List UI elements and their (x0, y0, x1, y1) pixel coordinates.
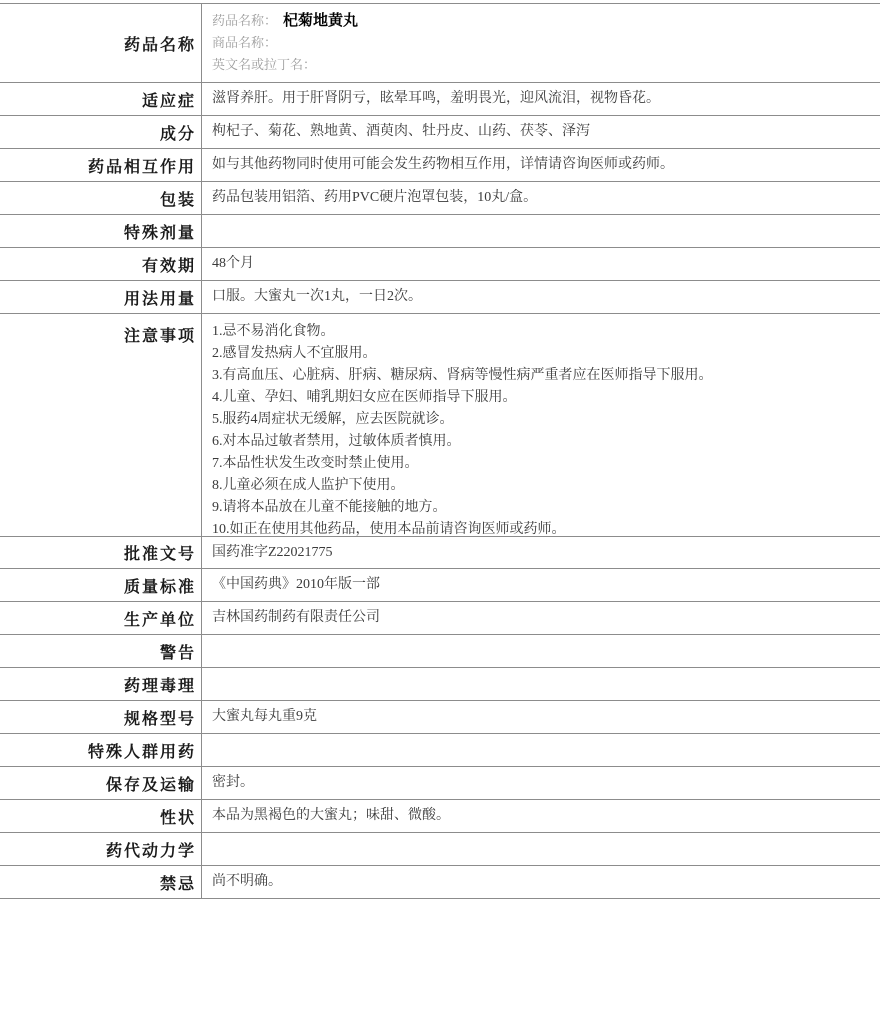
row-label: 特殊剂量 (0, 215, 202, 247)
row-value (202, 734, 880, 766)
value-line: 48个月 (212, 256, 254, 271)
row-label: 适应症 (0, 83, 202, 115)
table-row (0, 767, 880, 800)
table-row (0, 833, 880, 866)
value-line: 3.有高血压、心脏病、肝病、糖尿病、肾病等慢性病严重者应在医师指导下服用。 (212, 368, 713, 383)
table-row (0, 635, 880, 668)
row-value (202, 215, 880, 247)
value-line: 1.忌不易消化食物。 (212, 324, 335, 339)
value-line: 枸杞子、菊花、熟地黄、酒萸肉、牡丹皮、山药、茯苓、泽泻 (212, 124, 590, 139)
value-line: 本品为黑褐色的大蜜丸；味甜、微酸。 (212, 808, 450, 823)
row-value (202, 182, 880, 214)
value-line: 密封。 (212, 775, 254, 790)
row-label: 药代动力学 (0, 833, 202, 865)
value-line: 5.服药4周症状无缓解，应去医院就诊。 (212, 412, 454, 427)
table-row (0, 537, 880, 569)
row-label: 用法用量 (0, 281, 202, 313)
field-key: 商品名称： (212, 35, 278, 50)
drug-info-table (0, 3, 880, 899)
row-label: 包装 (0, 182, 202, 214)
table-row (0, 248, 880, 281)
row-value (202, 281, 880, 313)
row-label: 质量标准 (0, 569, 202, 601)
table-row (0, 215, 880, 248)
row-label: 有效期 (0, 248, 202, 280)
field-key: 英文名或拉丁名： (212, 57, 317, 72)
row-value (202, 701, 880, 733)
row-label: 警告 (0, 635, 202, 667)
table-row (0, 569, 880, 602)
row-value (202, 602, 880, 634)
row-label: 批准文号 (0, 537, 202, 568)
name-field-line (212, 10, 872, 32)
drug-name-value: 杞菊地黄丸 (283, 13, 359, 29)
row-value (202, 314, 880, 536)
row-value (202, 83, 880, 115)
field-key: 药品名称： (212, 13, 278, 28)
value-line: 如与其他药物同时使用可能会发生药物相互作用，详情请咨询医师或药师。 (212, 157, 674, 172)
row-value (202, 569, 880, 601)
value-line: 滋肾养肝。用于肝肾阴亏，眩晕耳鸣，羞明畏光，迎风流泪，视物昏花。 (212, 91, 660, 106)
row-value (202, 149, 880, 181)
row-label: 药理毒理 (0, 668, 202, 700)
row-label: 规格型号 (0, 701, 202, 733)
value-line: 6.对本品过敏者禁用，过敏体质者慎用。 (212, 434, 461, 449)
table-row (0, 83, 880, 116)
table-row (0, 734, 880, 767)
row-label: 注意事项 (0, 314, 202, 536)
row-label: 成分 (0, 116, 202, 148)
table-row (0, 602, 880, 635)
row-value (202, 866, 880, 898)
table-row (0, 4, 880, 83)
table-row (0, 149, 880, 182)
row-label: 药品相互作用 (0, 149, 202, 181)
row-label: 生产单位 (0, 602, 202, 634)
value-line: 《中国药典》2010年版一部 (212, 577, 380, 592)
table-row (0, 116, 880, 149)
row-value (202, 833, 880, 865)
table-row (0, 668, 880, 701)
row-value (202, 668, 880, 700)
row-label: 保存及运输 (0, 767, 202, 799)
value-line: 尚不明确。 (212, 874, 282, 889)
value-line: 7.本品性状发生改变时禁止使用。 (212, 456, 419, 471)
value-line: 大蜜丸每丸重9克 (212, 709, 317, 724)
table-row (0, 800, 880, 833)
table-row (0, 281, 880, 314)
value-line: 8.儿童必须在成人监护下使用。 (212, 478, 405, 493)
row-label: 特殊人群用药 (0, 734, 202, 766)
row-value (202, 248, 880, 280)
row-value (202, 800, 880, 832)
table-row (0, 701, 880, 734)
name-field-line (212, 54, 872, 76)
value-line: 10.如正在使用其他药品，使用本品前请咨询医师或药师。 (212, 522, 566, 537)
value-line: 4.儿童、孕妇、哺乳期妇女应在医师指导下服用。 (212, 390, 517, 405)
value-line: 国药准字Z22021775 (212, 544, 333, 560)
table-row (0, 182, 880, 215)
name-field-line (212, 32, 872, 54)
row-value (202, 537, 880, 568)
value-line: 药品包装用铝箔、药用PVC硬片泡罩包装，10丸/盒。 (212, 190, 538, 205)
row-value (202, 635, 880, 667)
value-line: 口服。大蜜丸一次1丸，一日2次。 (212, 289, 422, 304)
row-value (202, 116, 880, 148)
table-row (0, 314, 880, 537)
value-line: 9.请将本品放在儿童不能接触的地方。 (212, 500, 447, 515)
table-row (0, 866, 880, 899)
value-line: 2.感冒发热病人不宜服用。 (212, 346, 377, 361)
row-label: 药品名称 (0, 4, 202, 82)
row-value (202, 767, 880, 799)
value-line: 吉林国药制药有限责任公司 (212, 610, 380, 625)
row-label: 禁忌 (0, 866, 202, 898)
row-value (202, 4, 880, 82)
row-label: 性状 (0, 800, 202, 832)
